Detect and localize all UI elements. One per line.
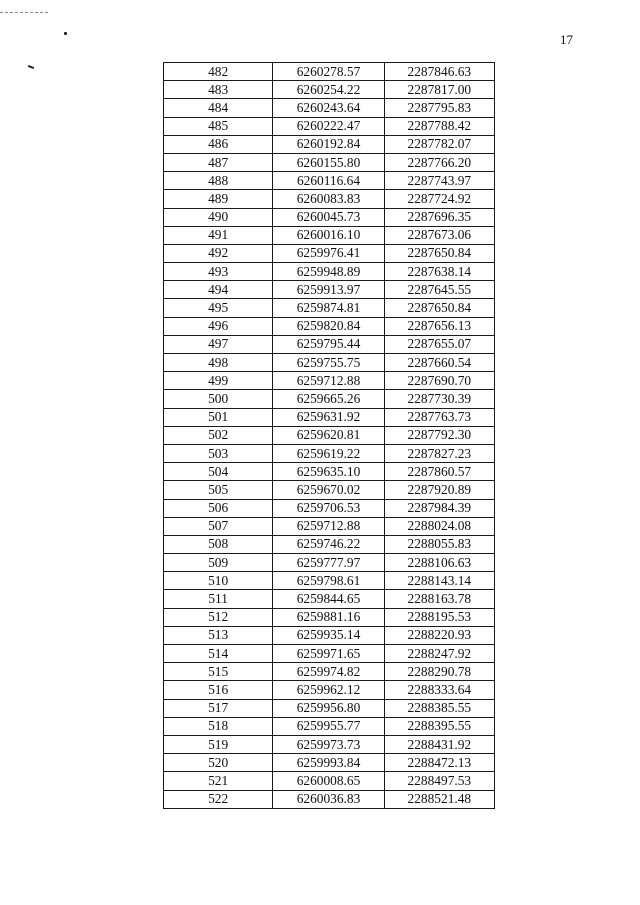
table-row xyxy=(164,390,495,408)
y-coordinate-cell: 2288472.13 xyxy=(384,754,494,772)
y-coordinate-cell: 2288163.78 xyxy=(384,590,494,608)
y-coordinate-cell: 2287656.13 xyxy=(384,317,494,335)
table-row xyxy=(164,153,495,171)
point-number-cell: 486 xyxy=(164,135,273,153)
table-row xyxy=(164,626,495,644)
y-coordinate-cell: 2288521.48 xyxy=(384,790,494,808)
y-coordinate-cell: 2288055.83 xyxy=(384,535,494,553)
point-number-cell: 506 xyxy=(164,499,273,517)
table-row xyxy=(164,535,495,553)
x-coordinate-cell: 6260008.65 xyxy=(273,772,384,790)
point-number-cell: 497 xyxy=(164,335,273,353)
table-row xyxy=(164,735,495,753)
x-coordinate-cell: 6259635.10 xyxy=(273,463,384,481)
point-number-cell: 509 xyxy=(164,554,273,572)
x-coordinate-cell: 6259973.73 xyxy=(273,735,384,753)
point-number-cell: 501 xyxy=(164,408,273,426)
point-number-cell: 489 xyxy=(164,190,273,208)
table-row xyxy=(164,608,495,626)
table-row xyxy=(164,481,495,499)
y-coordinate-cell: 2287846.63 xyxy=(384,63,494,81)
point-number-cell: 495 xyxy=(164,299,273,317)
x-coordinate-cell: 6259755.75 xyxy=(273,354,384,372)
x-coordinate-cell: 6259798.61 xyxy=(273,572,384,590)
table-row xyxy=(164,408,495,426)
y-coordinate-cell: 2288195.53 xyxy=(384,608,494,626)
y-coordinate-cell: 2287730.39 xyxy=(384,390,494,408)
point-number-cell: 521 xyxy=(164,772,273,790)
page-number: 17 xyxy=(560,32,573,47)
point-number-cell: 499 xyxy=(164,372,273,390)
x-coordinate-cell: 6259962.12 xyxy=(273,681,384,699)
x-coordinate-cell: 6259935.14 xyxy=(273,626,384,644)
y-coordinate-cell: 2288395.55 xyxy=(384,717,494,735)
x-coordinate-cell: 6259665.26 xyxy=(273,390,384,408)
table-row xyxy=(164,117,495,135)
point-number-cell: 492 xyxy=(164,244,273,262)
point-number-cell: 494 xyxy=(164,281,273,299)
x-coordinate-cell: 6259971.65 xyxy=(273,645,384,663)
point-number-cell: 498 xyxy=(164,354,273,372)
point-number-cell: 512 xyxy=(164,608,273,626)
point-number-cell: 502 xyxy=(164,426,273,444)
point-number-cell: 490 xyxy=(164,208,273,226)
table-row xyxy=(164,645,495,663)
point-number-cell: 488 xyxy=(164,172,273,190)
y-coordinate-cell: 2287660.54 xyxy=(384,354,494,372)
y-coordinate-cell: 2287743.97 xyxy=(384,172,494,190)
y-coordinate-cell: 2287860.57 xyxy=(384,463,494,481)
x-coordinate-cell: 6259993.84 xyxy=(273,754,384,772)
table-row xyxy=(164,263,495,281)
y-coordinate-cell: 2288024.08 xyxy=(384,517,494,535)
point-number-cell: 500 xyxy=(164,390,273,408)
x-coordinate-cell: 6259712.88 xyxy=(273,372,384,390)
x-coordinate-cell: 6260083.83 xyxy=(273,190,384,208)
x-coordinate-cell: 6259795.44 xyxy=(273,335,384,353)
x-coordinate-cell: 6260155.80 xyxy=(273,153,384,171)
table-row xyxy=(164,135,495,153)
point-number-cell: 483 xyxy=(164,81,273,99)
y-coordinate-cell: 2288385.55 xyxy=(384,699,494,717)
y-coordinate-cell: 2287724.92 xyxy=(384,190,494,208)
table-row xyxy=(164,81,495,99)
table-row xyxy=(164,554,495,572)
y-coordinate-cell: 2287690.70 xyxy=(384,372,494,390)
point-number-cell: 484 xyxy=(164,99,273,117)
y-coordinate-cell: 2287650.84 xyxy=(384,299,494,317)
point-number-cell: 519 xyxy=(164,735,273,753)
y-coordinate-cell: 2287827.23 xyxy=(384,444,494,462)
scan-artifact-top-line xyxy=(0,12,48,13)
x-coordinate-cell: 6260222.47 xyxy=(273,117,384,135)
table-row xyxy=(164,63,495,81)
x-coordinate-cell: 6259620.81 xyxy=(273,426,384,444)
table-row xyxy=(164,372,495,390)
x-coordinate-cell: 6259820.84 xyxy=(273,317,384,335)
point-number-cell: 507 xyxy=(164,517,273,535)
x-coordinate-cell: 6259746.22 xyxy=(273,535,384,553)
x-coordinate-cell: 6259881.16 xyxy=(273,608,384,626)
point-number-cell: 482 xyxy=(164,63,273,81)
x-coordinate-cell: 6259712.88 xyxy=(273,517,384,535)
y-coordinate-cell: 2287645.55 xyxy=(384,281,494,299)
y-coordinate-cell: 2287655.07 xyxy=(384,335,494,353)
point-number-cell: 503 xyxy=(164,444,273,462)
point-number-cell: 504 xyxy=(164,463,273,481)
x-coordinate-cell: 6259948.89 xyxy=(273,263,384,281)
coordinates-table xyxy=(163,62,495,809)
point-number-cell: 513 xyxy=(164,626,273,644)
y-coordinate-cell: 2287788.42 xyxy=(384,117,494,135)
x-coordinate-cell: 6259874.81 xyxy=(273,299,384,317)
point-number-cell: 493 xyxy=(164,263,273,281)
point-number-cell: 522 xyxy=(164,790,273,808)
table-row xyxy=(164,190,495,208)
y-coordinate-cell: 2288497.53 xyxy=(384,772,494,790)
x-coordinate-cell: 6259976.41 xyxy=(273,244,384,262)
x-coordinate-cell: 6259619.22 xyxy=(273,444,384,462)
y-coordinate-cell: 2288247.92 xyxy=(384,645,494,663)
y-coordinate-cell: 2287763.73 xyxy=(384,408,494,426)
y-coordinate-cell: 2287638.14 xyxy=(384,263,494,281)
table-row xyxy=(164,463,495,481)
x-coordinate-cell: 6260192.84 xyxy=(273,135,384,153)
table-row xyxy=(164,572,495,590)
x-coordinate-cell: 6259670.02 xyxy=(273,481,384,499)
point-number-cell: 485 xyxy=(164,117,273,135)
coordinates-table-body xyxy=(164,63,495,809)
x-coordinate-cell: 6260243.64 xyxy=(273,99,384,117)
y-coordinate-cell: 2287782.07 xyxy=(384,135,494,153)
x-coordinate-cell: 6259913.97 xyxy=(273,281,384,299)
y-coordinate-cell: 2287766.20 xyxy=(384,153,494,171)
y-coordinate-cell: 2287920.89 xyxy=(384,481,494,499)
y-coordinate-cell: 2288290.78 xyxy=(384,663,494,681)
x-coordinate-cell: 6259631.92 xyxy=(273,408,384,426)
table-row xyxy=(164,717,495,735)
table-row xyxy=(164,317,495,335)
table-row xyxy=(164,790,495,808)
x-coordinate-cell: 6259706.53 xyxy=(273,499,384,517)
x-coordinate-cell: 6259844.65 xyxy=(273,590,384,608)
table-row xyxy=(164,444,495,462)
y-coordinate-cell: 2287650.84 xyxy=(384,244,494,262)
x-coordinate-cell: 6260036.83 xyxy=(273,790,384,808)
point-number-cell: 515 xyxy=(164,663,273,681)
table-row xyxy=(164,699,495,717)
point-number-cell: 491 xyxy=(164,226,273,244)
scan-artifact-dot xyxy=(64,32,67,35)
y-coordinate-cell: 2287817.00 xyxy=(384,81,494,99)
y-coordinate-cell: 2287792.30 xyxy=(384,426,494,444)
x-coordinate-cell: 6260045.73 xyxy=(273,208,384,226)
point-number-cell: 518 xyxy=(164,717,273,735)
y-coordinate-cell: 2287984.39 xyxy=(384,499,494,517)
y-coordinate-cell: 2288106.63 xyxy=(384,554,494,572)
table-row xyxy=(164,281,495,299)
x-coordinate-cell: 6259974.82 xyxy=(273,663,384,681)
y-coordinate-cell: 2288431.92 xyxy=(384,735,494,753)
y-coordinate-cell: 2287795.83 xyxy=(384,99,494,117)
table-row xyxy=(164,244,495,262)
x-coordinate-cell: 6259956.80 xyxy=(273,699,384,717)
point-number-cell: 505 xyxy=(164,481,273,499)
x-coordinate-cell: 6259955.77 xyxy=(273,717,384,735)
table-row xyxy=(164,772,495,790)
table-row xyxy=(164,99,495,117)
table-row xyxy=(164,517,495,535)
table-row xyxy=(164,335,495,353)
point-number-cell: 514 xyxy=(164,645,273,663)
y-coordinate-cell: 2287696.35 xyxy=(384,208,494,226)
y-coordinate-cell: 2288143.14 xyxy=(384,572,494,590)
x-coordinate-cell: 6260278.57 xyxy=(273,63,384,81)
x-coordinate-cell: 6260116.64 xyxy=(273,172,384,190)
point-number-cell: 517 xyxy=(164,699,273,717)
table-row xyxy=(164,754,495,772)
point-number-cell: 487 xyxy=(164,153,273,171)
table-row xyxy=(164,226,495,244)
point-number-cell: 511 xyxy=(164,590,273,608)
point-number-cell: 516 xyxy=(164,681,273,699)
x-coordinate-cell: 6259777.97 xyxy=(273,554,384,572)
table-row xyxy=(164,590,495,608)
table-row xyxy=(164,681,495,699)
x-coordinate-cell: 6260016.10 xyxy=(273,226,384,244)
x-coordinate-cell: 6260254.22 xyxy=(273,81,384,99)
point-number-cell: 510 xyxy=(164,572,273,590)
table-row xyxy=(164,354,495,372)
table-row xyxy=(164,499,495,517)
table-row xyxy=(164,663,495,681)
table-row xyxy=(164,172,495,190)
scan-artifact-dash xyxy=(28,65,34,69)
y-coordinate-cell: 2287673.06 xyxy=(384,226,494,244)
point-number-cell: 496 xyxy=(164,317,273,335)
point-number-cell: 520 xyxy=(164,754,273,772)
table-row xyxy=(164,426,495,444)
y-coordinate-cell: 2288333.64 xyxy=(384,681,494,699)
point-number-cell: 508 xyxy=(164,535,273,553)
table-row xyxy=(164,299,495,317)
y-coordinate-cell: 2288220.93 xyxy=(384,626,494,644)
table-row xyxy=(164,208,495,226)
